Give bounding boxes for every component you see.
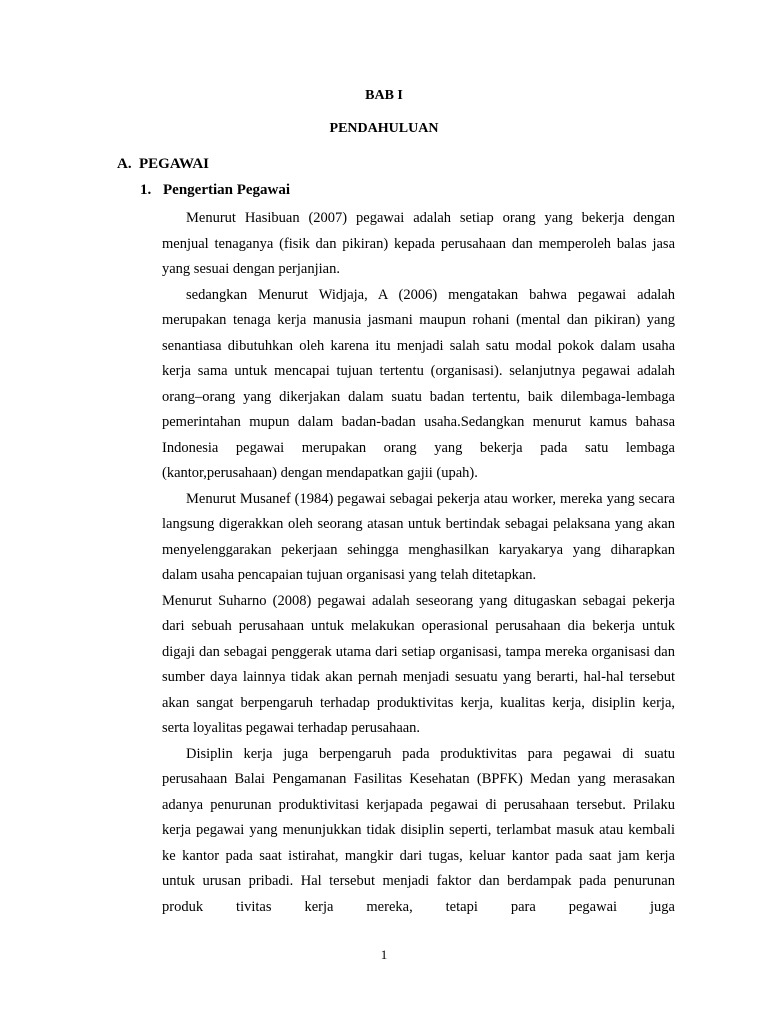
paragraph-widjaja: sedangkan Menurut Widjaja, A (2006) mengatakan bahwa pegawai adalah merupakan tenaga kerja manusia jasmani maupun rohani (mental dan pikiran) yang senantiasa dibutuhkan oleh karena itu menjadi salah satu modal pokok dalam usaha kerja sama untuk mencapai tujuan tertentu (organisasi). selanjutnya pegawai adalah orang–orang yang dikerjakan dalam suatu badan tertentu, baik dilembaga-lembaga pemerintahan mupun dalam badan-badan usaha.Sedangkan menurut kamus bahasa Indonesia pegawai merupakan orang yang bekerja pada satu lembaga (kantor,perusahaan) dengan mendapatkan gajii (upah). xyxy=(162,286,675,481)
subsection-number: 1. xyxy=(140,182,152,198)
paragraph-hasibuan: Menurut Hasibuan (2007) pegawai adalah setiap orang yang bekerja dengan menjual tenaganya (fisik dan pikiran) kepada perusahaan dan memperoleh balas jasa yang sesuai dengan perjanjian. xyxy=(162,210,675,277)
paragraph-disiplin: Disiplin kerja juga berpengaruh pada produktivitas para pegawai di suatu perusahaan Balai Pengamanan Fasilitas Kesehatan (BPFK) Medan yang merasakan adanya penurunan produktivitasi kerjapada pegawai di perusahaan tersebut. Prilaku kerja pegawai yang menunjukkan tidak disiplin seperti, terlambat masuk atau kembali ke kantor pada saat istirahat, mangkir dari tugas, keluar kantor pada saat jam kerja untuk urusan pribadi. Hal tersebut menjadi faktor dan berdampak pada penurunan produk tivitas kerja mereka, tetapi para pegawai juga xyxy=(162,745,675,915)
section-heading xyxy=(117,156,209,173)
paragraph-suharno: Menurut Suharno (2008) pegawai adalah seseorang yang ditugaskan sebagai pekerja dari sebuah perusahaan untuk melakukan operasional perusahaan dia bekerja untuk digaji dan sebagai penggerak utama dari setiap organisasi, tampa mereka organisasi dan sumber daya lainnya tidak akan pernah menjadi sesuatu yang berarti, hal-hal tersebut akan sangat berpengaruh terhadap produktivitas kerja, kualitas kerja, disiplin kerja, serta loyalitas pegawai terhadap perusahaan. xyxy=(162,592,675,736)
chapter-label: BAB I xyxy=(365,88,403,103)
chapter-title: PENDAHULUAN xyxy=(329,121,439,136)
section-title: PEGAWAI xyxy=(139,156,210,172)
body-text xyxy=(162,206,675,920)
paragraph-musanef: Menurut Musanef (1984) pegawai sebagai pekerja atau worker, mereka yang secara langsung digerakkan oleh seorang atasan untuk bertindak sebagai pelaksana yang akan menyelenggarakan pekerjaan sehingga menghasilkan karyakarya yang diharapkan dalam usaha pencapaian tujuan organisasi yang telah ditetapkan. xyxy=(162,490,675,583)
section-letter: A. xyxy=(117,156,132,172)
subsection-heading xyxy=(140,182,290,199)
page-number: 1 xyxy=(380,947,388,962)
subsection-title: Pengertian Pegawai xyxy=(163,182,291,198)
